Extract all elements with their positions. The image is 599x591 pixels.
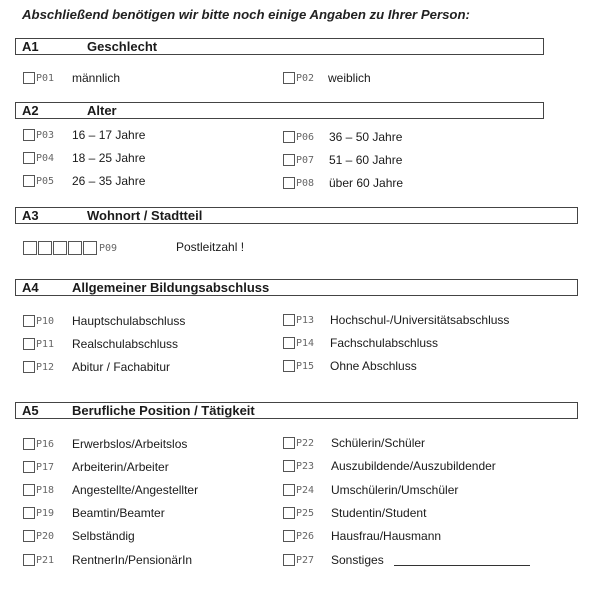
checkbox[interactable]	[283, 131, 295, 143]
option-label: Fachschulabschluss	[330, 336, 439, 350]
option-label: Selbständig	[72, 529, 135, 543]
checkbox[interactable]	[283, 337, 295, 349]
checkbox[interactable]	[283, 460, 295, 472]
option-code: P18	[36, 485, 55, 496]
option-label: 36 – 50 Jahre	[329, 130, 403, 144]
checkbox[interactable]	[23, 129, 35, 141]
section-a4-number: A4	[22, 280, 39, 295]
section-a3-header	[15, 207, 578, 224]
checkbox[interactable]	[23, 461, 35, 473]
checkbox[interactable]	[23, 361, 35, 373]
checkbox[interactable]	[283, 507, 295, 519]
option-code: P22	[296, 438, 315, 449]
checkbox[interactable]	[23, 554, 35, 566]
zip-digit-box-1[interactable]	[23, 241, 37, 255]
checkbox[interactable]	[283, 314, 295, 326]
option-code-p09: P09	[99, 243, 118, 254]
option-label: Ohne Abschluss	[330, 359, 417, 373]
section-a1-number: A1	[22, 39, 39, 54]
option-code: P05	[36, 176, 55, 187]
option-code: P16	[36, 439, 55, 450]
section-a2-title: Alter	[87, 103, 117, 118]
section-a3-title: Wohnort / Stadtteil	[87, 208, 203, 223]
option-code: P25	[296, 508, 315, 519]
postal-code-label: Postleitzahl !	[176, 240, 245, 254]
option-label: Hausfrau/Hausmann	[331, 529, 442, 543]
option-code: P02	[296, 73, 315, 84]
checkbox[interactable]	[283, 554, 295, 566]
checkbox[interactable]	[23, 507, 35, 519]
section-a5-number: A5	[22, 403, 39, 418]
option-code: P04	[36, 153, 55, 164]
checkbox[interactable]	[283, 484, 295, 496]
option-label: Realschulabschluss	[72, 337, 179, 351]
option-code: P06	[296, 132, 315, 143]
option-code: P23	[296, 461, 315, 472]
option-label: Angestellte/Angestellter	[72, 483, 199, 497]
option-label: Schülerin/Schüler	[331, 436, 426, 450]
option-code: P19	[36, 508, 55, 519]
option-code: P01	[36, 73, 55, 84]
option-label: weiblich	[328, 71, 371, 85]
option-label: 16 – 17 Jahre	[72, 128, 146, 142]
section-a3-number: A3	[22, 208, 39, 223]
checkbox[interactable]	[23, 484, 35, 496]
option-label: RentnerIn/PensionärIn	[72, 553, 193, 567]
option-label: Studentin/Student	[331, 506, 427, 520]
option-label: Abitur / Fachabitur	[72, 360, 171, 374]
checkbox[interactable]	[23, 315, 35, 327]
option-label: Beamtin/Beamter	[72, 506, 165, 520]
checkbox[interactable]	[283, 177, 295, 189]
checkbox[interactable]	[283, 437, 295, 449]
section-a4-title: Allgemeiner Bildungsabschluss	[72, 280, 270, 295]
checkbox[interactable]	[23, 438, 35, 450]
section-a2-header	[15, 102, 544, 119]
option-code: P08	[296, 178, 315, 189]
section-a1-title: Geschlecht	[87, 39, 158, 54]
option-code: P17	[36, 462, 55, 473]
option-code: P13	[296, 315, 315, 326]
option-code: P20	[36, 531, 55, 542]
section-a5-title: Berufliche Position / Tätigkeit	[72, 403, 255, 418]
option-label: über 60 Jahre	[329, 176, 404, 190]
zip-digit-box-4[interactable]	[68, 241, 82, 255]
zip-digit-box-5[interactable]	[83, 241, 97, 255]
option-label: 18 – 25 Jahre	[72, 151, 146, 165]
option-code: P11	[36, 339, 55, 350]
form-intro: Abschließend benötigen wir bitte noch einige Angaben zu Ihrer Person:	[22, 7, 470, 22]
option-label: 51 – 60 Jahre	[329, 153, 403, 167]
checkbox[interactable]	[283, 154, 295, 166]
option-label: 26 – 35 Jahre	[72, 174, 146, 188]
option-code: P21	[36, 555, 55, 566]
option-label: Hochschul-/Universitätsabschluss	[330, 313, 510, 327]
option-code: P14	[296, 338, 315, 349]
option-code: P10	[36, 316, 55, 327]
checkbox[interactable]	[23, 152, 35, 164]
option-label: Hauptschulabschluss	[72, 314, 186, 328]
section-a2-number: A2	[22, 103, 39, 118]
option-label: Erwerbslos/Arbeitslos	[72, 437, 188, 451]
option-code: P15	[296, 361, 315, 372]
checkbox[interactable]	[283, 360, 295, 372]
checkbox[interactable]	[23, 338, 35, 350]
zip-digit-box-3[interactable]	[53, 241, 67, 255]
option-code: P26	[296, 531, 315, 542]
checkbox[interactable]	[283, 530, 295, 542]
sonstiges-write-in-line[interactable]	[394, 565, 530, 566]
section-a4-header	[15, 279, 578, 296]
section-a1-header	[15, 38, 544, 55]
checkbox[interactable]	[283, 72, 295, 84]
option-label: Sonstiges	[331, 553, 384, 567]
option-label: männlich	[72, 71, 121, 85]
option-code: P12	[36, 362, 55, 373]
checkbox[interactable]	[23, 530, 35, 542]
option-code: P03	[36, 130, 55, 141]
option-code: P07	[296, 155, 315, 166]
option-label: Umschülerin/Umschüler	[331, 483, 459, 497]
section-a5-header	[15, 402, 578, 419]
checkbox[interactable]	[23, 72, 35, 84]
zip-digit-box-2[interactable]	[38, 241, 52, 255]
option-label: Auszubildende/Auszubildender	[331, 459, 496, 473]
option-code: P27	[296, 555, 315, 566]
option-label: Arbeiterin/Arbeiter	[72, 460, 169, 474]
checkbox[interactable]	[23, 175, 35, 187]
option-code: P24	[296, 485, 315, 496]
